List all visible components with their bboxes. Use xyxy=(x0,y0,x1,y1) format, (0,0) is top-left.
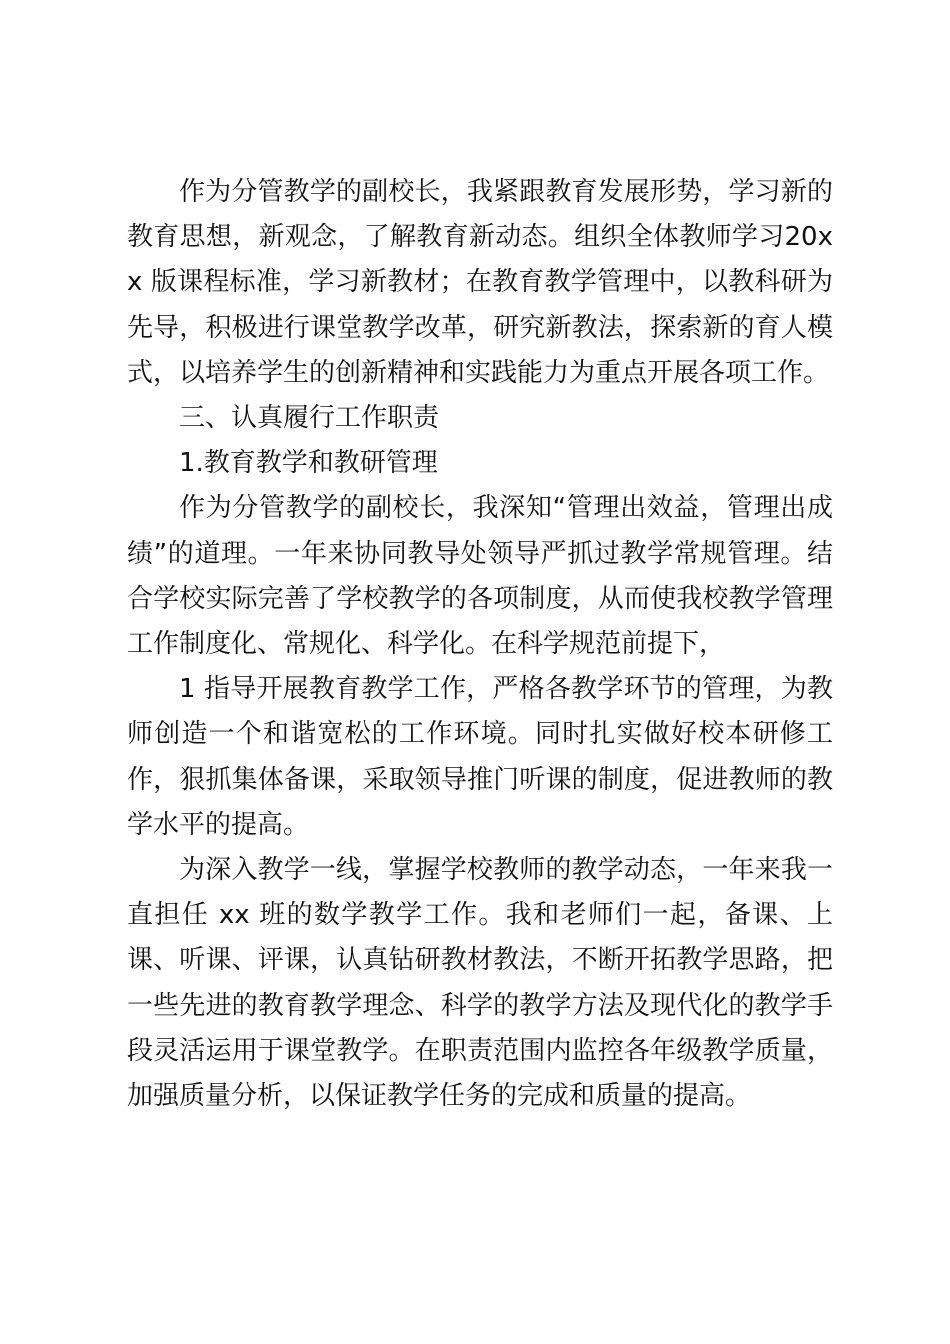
paragraph-teaching-philosophy: 作为分管教学的副校长，我紧跟教育发展形势，学习新的教育思想，新观念，了解教育新动态。组织全体教师学习20xx 版课程标准，学习新教材；在教育教学管理中，以教科研为先导，积极进行课堂教学改革，研究新教法，探索新的育人模式，以培养学生的创新精神和实践能力为重点开展各项工作。 xyxy=(127,177,833,388)
subsection-heading-teaching-management: 1.教育教学和教研管理 xyxy=(179,448,438,479)
document-body xyxy=(127,170,833,1119)
paragraph-management-systems: 作为分管教学的副校长，我深知“管理出效益，管理出成绩”的道理。一年来协同教导处领导严抓过教学常规管理。结合学校实际完善了学校教学的各项制度，从而使我校教学管理工作制度化、常规化、科学化。在科学规范前提下， xyxy=(127,493,833,660)
paragraph-frontline-teaching: 为深入教学一线，掌握学校教师的教学动态，一年来我一直担任 xx 班的数学教学工作。我和老师们一起，备课、上课、听课、评课，认真钻研教材教法，不断开拓教学思路，把一些先进的教育教学理念、科学的教学方法及现代化的教学手段灵活运用于课堂教学。在职责范围内监控各年级教学质量，加强质量分析，以保证教学任务的完成和质量的提高。 xyxy=(127,855,833,1112)
section-heading-duties: 三、认真履行工作职责 xyxy=(179,403,440,434)
paragraph-guidance: 1 指导开展教育教学工作，严格各教学环节的管理，为教师创造一个和谐宽松的工作环境。同时扎实做好校本研修工作，狠抓集体备课，采取领导推门听课的制度，促进教师的教学水平的提高。 xyxy=(127,674,833,840)
